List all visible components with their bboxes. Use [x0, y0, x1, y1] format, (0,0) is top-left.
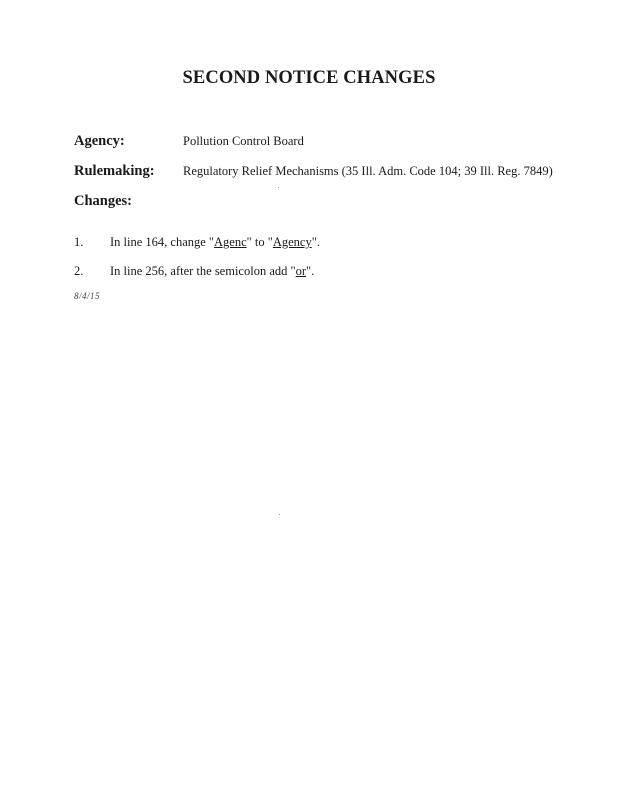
change-item-new-text: Agency: [272, 235, 312, 249]
change-item-number: 1.: [74, 235, 84, 249]
change-item-text: [110, 264, 314, 279]
agency-label: Agency:: [74, 133, 125, 149]
change-item-suffix: ".: [311, 235, 320, 249]
document-title: SECOND NOTICE CHANGES: [182, 68, 436, 88]
change-item-added-text: or: [295, 264, 307, 278]
rulemaking-label: Rulemaking:: [74, 163, 155, 179]
change-item-prefix: In line 164, change ": [110, 235, 215, 249]
changes-label: Changes:: [74, 193, 133, 209]
rulemaking-value: Regulatory Relief Mechanisms (35 Ill. Adm. Code 104; 39 Ill. Reg. 7849): [183, 164, 553, 178]
handwritten-date: 8/4/15: [74, 291, 101, 301]
change-item-suffix: ".: [306, 264, 315, 278]
scan-speck: [278, 187, 279, 188]
change-item-old-text: Agenc: [214, 235, 247, 249]
agency-value: Pollution Control Board: [183, 134, 304, 148]
change-item-text: [110, 235, 320, 250]
change-item-middle: " to ": [246, 235, 273, 249]
change-item-prefix: In line 256, after the semicolon add ": [110, 264, 296, 278]
scan-speck: [279, 514, 280, 515]
change-item-number: 2.: [74, 264, 84, 278]
